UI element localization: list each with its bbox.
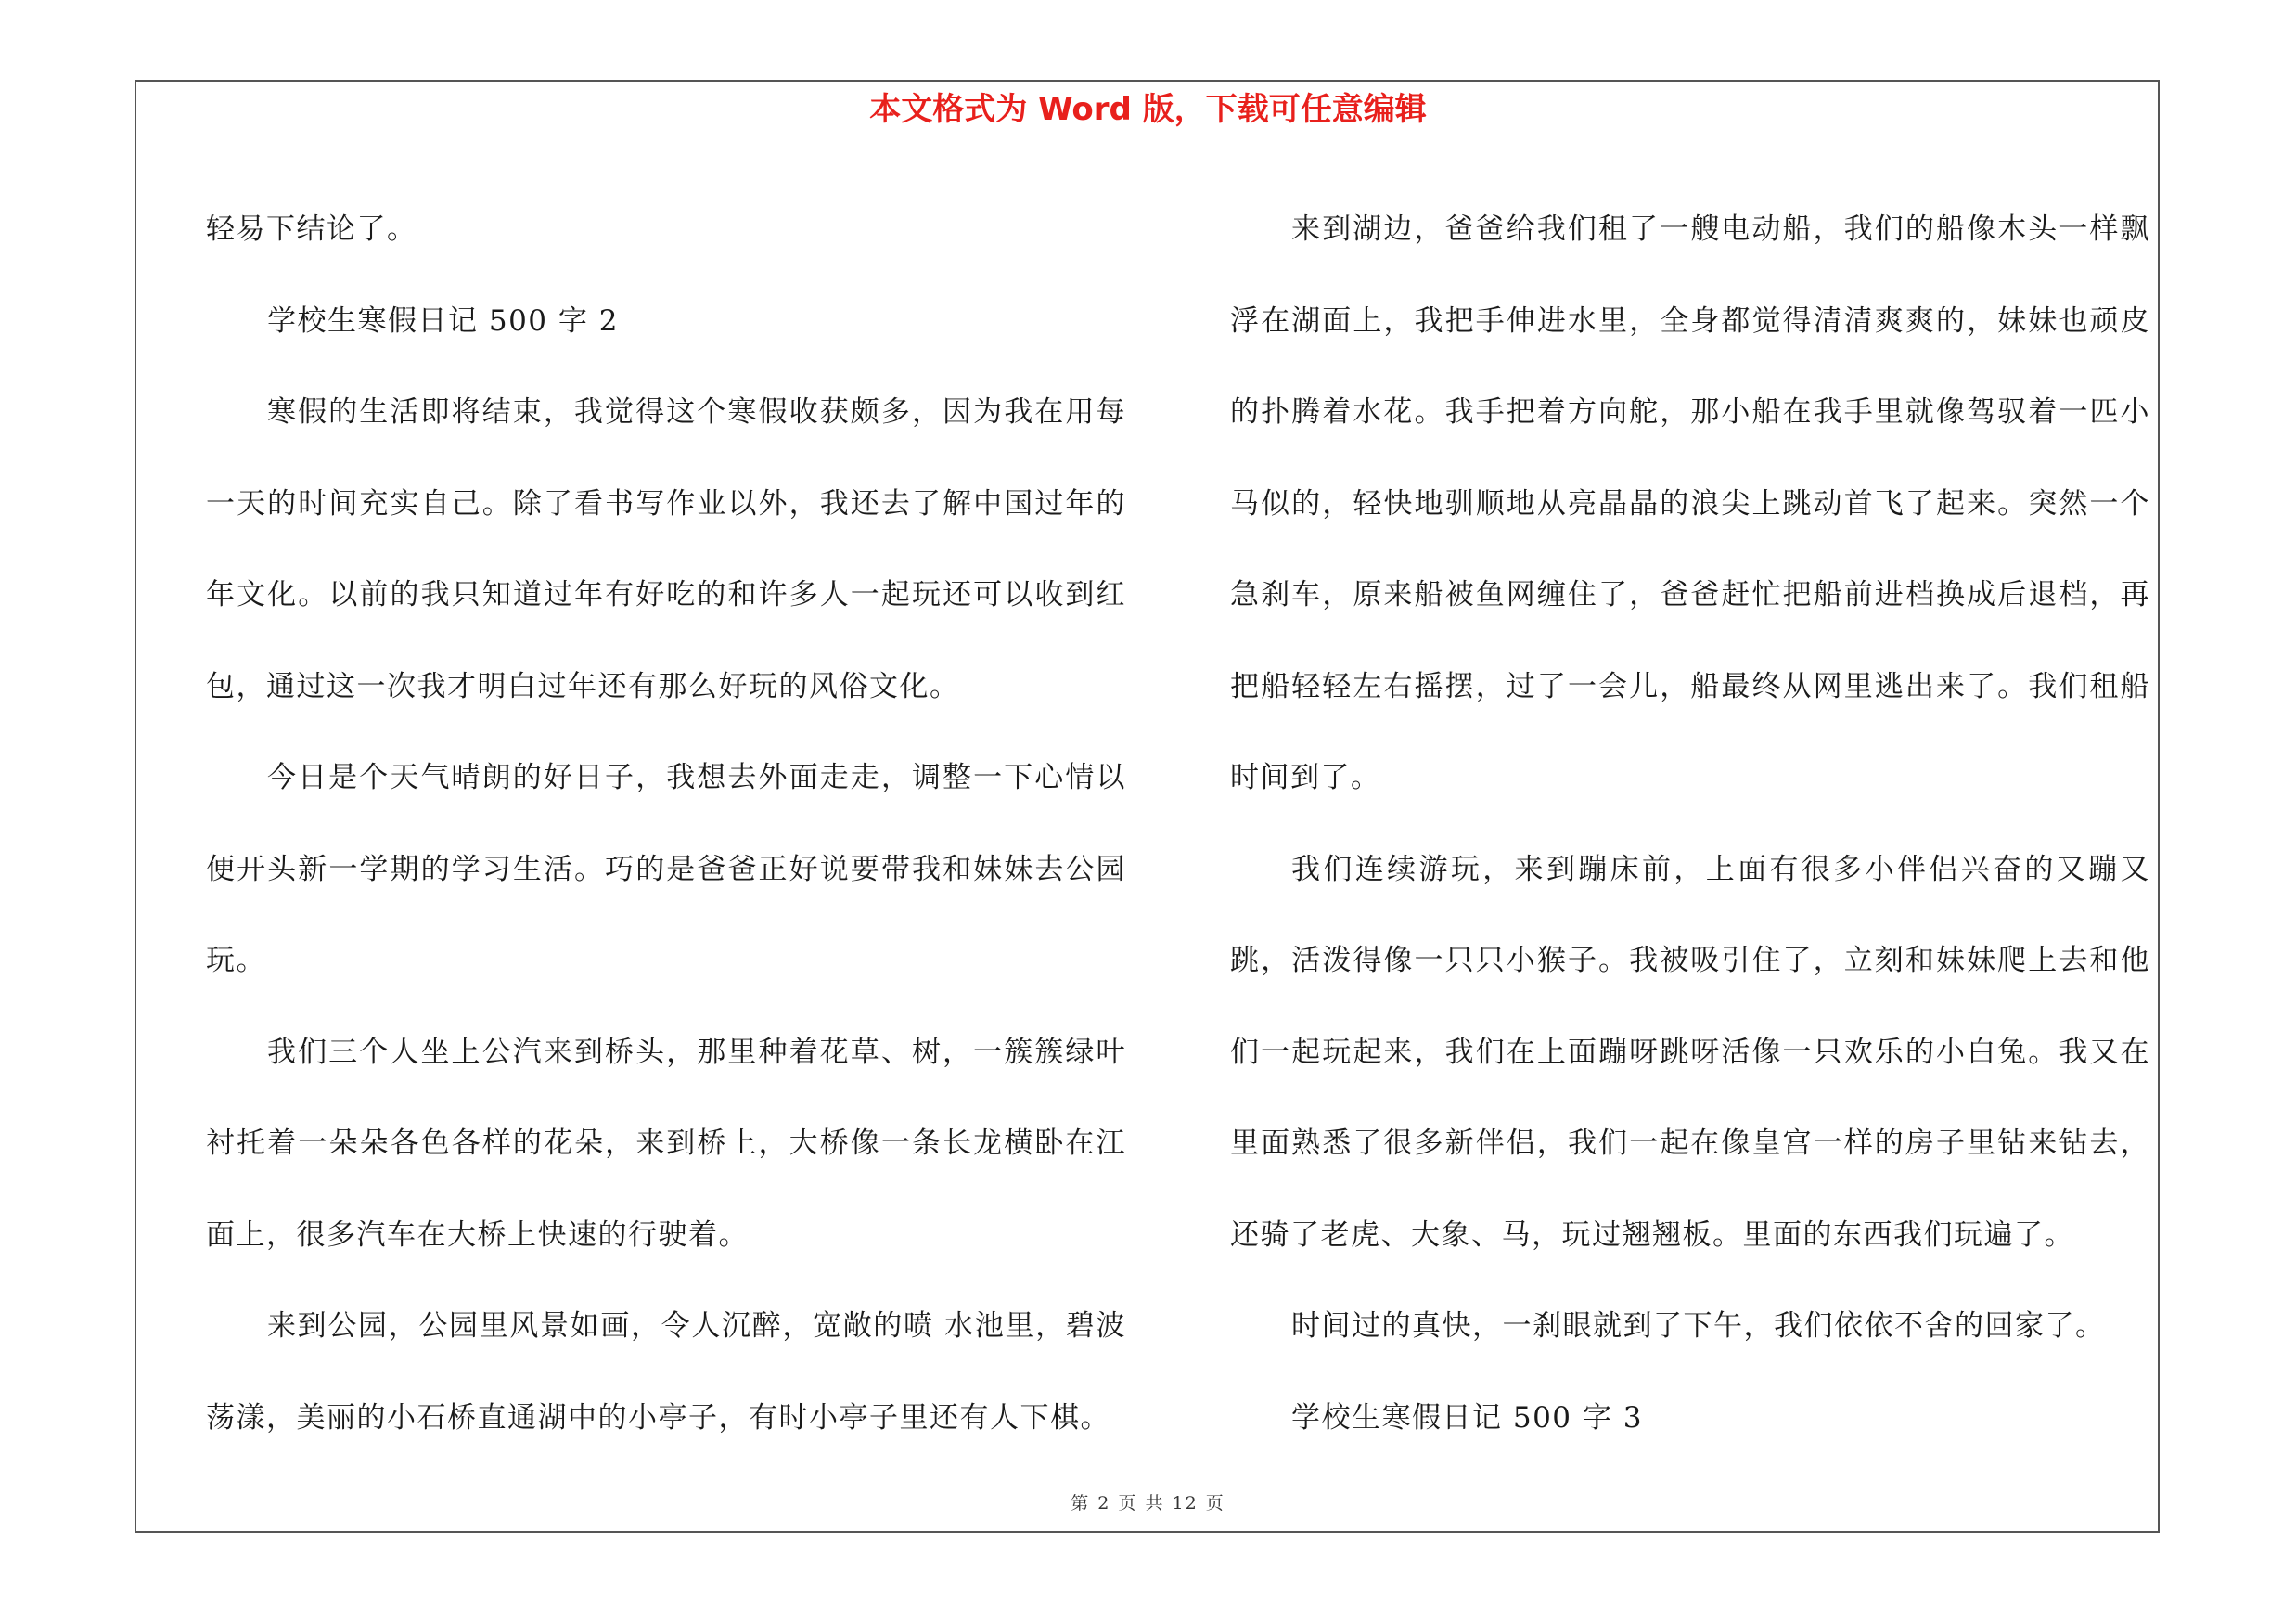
paragraph: 时间过的真快，一刹眼就到了下午，我们依依不舍的回家了。 [1291,1309,2106,1343]
paragraph: 来到湖边，爸爸给我们租了一艘电动船，我们的船像木头一样飘浮在湖面上，我把手伸进水里，全身都觉得清清爽爽的，妹妹也顽皮的扑腾着水花。我手把着方向舵，那小船在我手里就像驾驭着一匹小马似的，轻快地驯顺地从亮晶晶的浪尖上跳动首飞了起来。突然一个急刹车，原来船被鱼网缠住了，爸爸赶忙把船前进档换成后退档，再把船轻轻左右摇摆，过了一会儿，船最终从网里逃出来了。我们租船时间到了。 [1230,213,2150,794]
left-column [206,184,1126,1463]
paragraph: 寒假的生活即将结束，我觉得这个寒假收获颇多，因为我在用每一天的时间充实自己。除了看书写作业以外，我还去了解中国过年的年文化。以前的我只知道过年有好吃的和许多人一起玩还可以收到红包，通过这一次我才明白过年还有那么好玩的风俗文化。 [206,395,1126,703]
page-number-footer: 第 2 页 共 12 页 [1071,1493,1225,1514]
right-column [1230,184,2150,1463]
paragraph: 我们三个人坐上公汽来到桥头，那里种着花草、树，一簇簇绿叶衬托着一朵朵各色各样的花朵，来到桥上，大桥像一条长龙横卧在江面上，很多汽车在大桥上快速的行驶着。 [206,1035,1126,1252]
section-heading: 学校生寒假日记 500 字 3 [1291,1400,1643,1435]
paragraph: 今日是个天气晴朗的好日子，我想去外面走走，调整一下心情以便开头新一学期的学习生活。巧的是爸爸正好说要带我和妹妹去公园玩。 [206,761,1126,977]
section-heading: 学校生寒假日记 500 字 2 [267,303,619,338]
paragraph: 轻易下结论了。 [206,213,417,246]
paragraph: 来到公园，公园里风景如画，令人沉醉，宽敞的喷 水池里，碧波荡漾，美丽的小石桥直通湖中的小亭子，有时小亭子里还有人下棋。 [206,1309,1126,1435]
paragraph: 我们连续游玩，来到蹦床前，上面有很多小伴侣兴奋的又蹦又跳，活泼得像一只只小猴子。我被吸引住了，立刻和妹妹爬上去和他们一起玩起来，我们在上面蹦呀跳呀活像一只欢乐的小白兔。我又在里面熟悉了很多新伴侣，我们一起在像皇宫一样的房子里钻来钻去，还骑了老虎、大象、马，玩过翘翘板。里面的东西我们玩遍了。 [1230,852,2150,1252]
header-title: 本文格式为 Word 版，下载可任意编辑 [869,91,1427,128]
